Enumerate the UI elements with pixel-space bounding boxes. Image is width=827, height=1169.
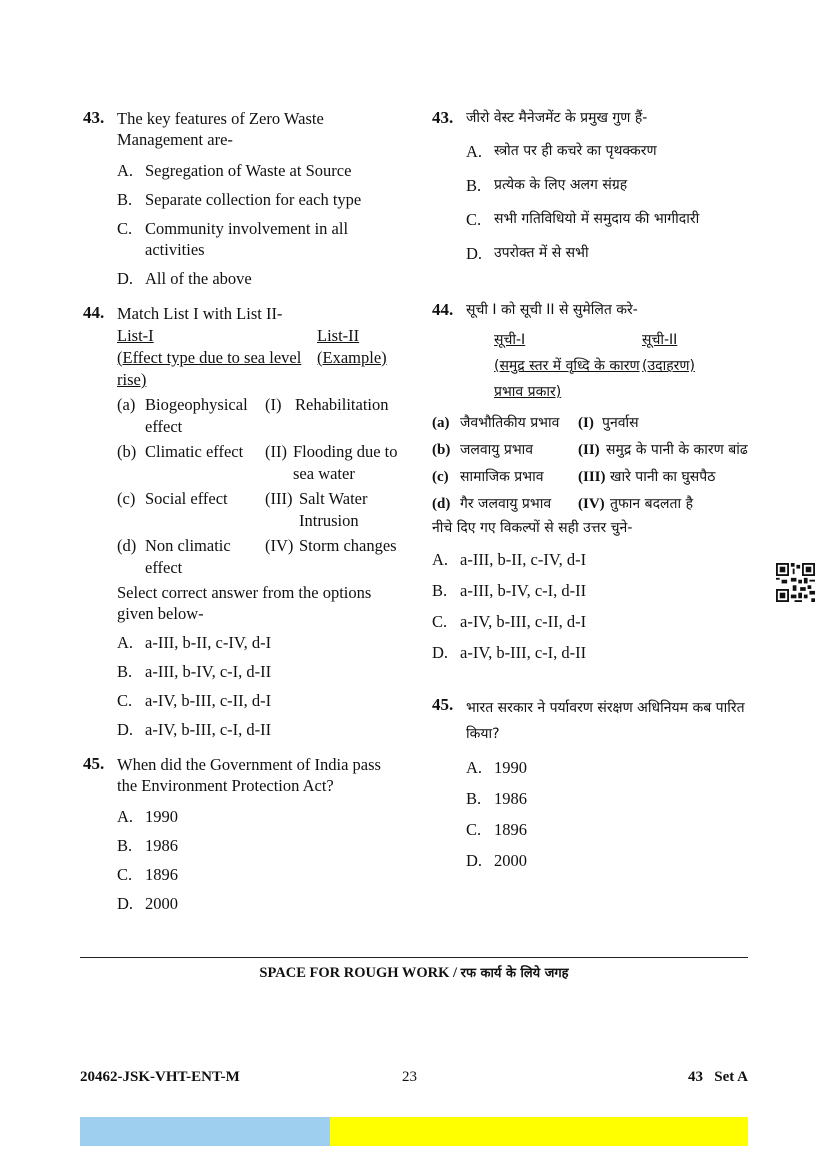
option: C. a-IV, b-III, c-II, d-I (432, 612, 587, 631)
match-row: (c) Social effect (III) Salt Water Intrusion (117, 489, 368, 530)
option: D. a-IV, b-III, c-I, d-II (117, 720, 272, 739)
question-text: When did the Government of India pass the Environment Protection Act? (117, 755, 381, 795)
qr-code-icon (776, 563, 815, 602)
paper-code: 20462-JSK-VHT-ENT-M (80, 1069, 240, 1085)
option: A. 1990 (466, 758, 527, 777)
option: A. Segregation of Waste at Source (117, 161, 352, 180)
question-text: Match List I with List II- (117, 304, 283, 323)
match-row: (c) सामाजिक प्रभाव (III) खारे पानी का घुसपैठ (432, 469, 716, 485)
match-table-header (117, 325, 403, 391)
list1-title: सूची-I (494, 332, 526, 348)
option: B. प्रत्येक के लिए अलग संग्रह (466, 176, 628, 195)
select-instruction: Select correct answer from the options given below- (117, 583, 372, 623)
match-table-header (466, 327, 762, 405)
list1-title: List-I (117, 326, 154, 345)
match-row: (a) जैवभौतिकीय प्रभाव (I) पुनर्वास (432, 415, 639, 431)
option: D. 2000 (117, 894, 178, 913)
option: C. 1896 (466, 820, 527, 839)
question-43 (83, 108, 403, 289)
match-row: (a) Biogeophysical effect (I) Rehabilitation (117, 395, 389, 436)
option: D. All of the above (117, 269, 252, 288)
list2-title: List-II (317, 326, 360, 345)
question-number: 44. (432, 300, 454, 319)
match-row: (d) Non climatic effect (IV) Storm changes (117, 536, 397, 577)
option: C. a-IV, b-III, c-II, d-I (117, 691, 272, 710)
option: B. Separate collection for each type (117, 190, 362, 209)
list1-subtitle: (समुद्र स्तर में वृध्दि के कारण प्रभाव प्रकार) (494, 358, 640, 400)
option: B. 1986 (466, 789, 527, 808)
option: A. a-III, b-II, c-IV, d-I (117, 633, 272, 652)
rough-work-label: SPACE FOR ROUGH WORK / रफ कार्य के लिये जगह (259, 965, 569, 981)
footer-color-bar-blue (80, 1117, 330, 1146)
question-text: भारत सरकार ने पर्यावरण संरक्षण अधिनियम कब पारित किया? (466, 700, 745, 742)
match-row: (b) Climatic effect (II) Flooding due to sea water (117, 442, 398, 483)
option: B. 1986 (117, 836, 178, 855)
english-column (83, 108, 403, 914)
question-number: 45. (432, 695, 454, 714)
list2-subtitle: (Example) (317, 348, 387, 367)
option: B. a-III, b-IV, c-I, d-II (432, 581, 587, 600)
option: C. सभी गतिविधियो में समुदाय की भागीदारी (466, 210, 700, 229)
page-footer (80, 1069, 748, 1091)
question-45 (83, 754, 403, 914)
question-text: जीरो वेस्ट मैनेजमेंट के प्रमुख गुण हैं- (466, 110, 648, 126)
question-text: सूची I को सूची II से सुमेलित करे- (466, 302, 638, 318)
question-number: 43. (83, 108, 105, 127)
list1-subtitle: (Effect type due to sea level rise) (117, 348, 302, 389)
option: D. 2000 (466, 851, 527, 870)
select-instruction: नीचे दिए गए विकल्पों से सही उत्तर चुने- (432, 520, 633, 536)
hindi-column (432, 108, 762, 873)
question-44-hindi (432, 300, 762, 665)
question-number: 45. (83, 754, 105, 773)
page-number: 23 (402, 1069, 417, 1085)
match-row: (d) गैर जलवायु प्रभाव (IV) तुफान बदलता है (432, 496, 694, 512)
question-number: 43. (432, 108, 454, 127)
list2-title: सूची-II (642, 332, 678, 348)
question-44 (83, 303, 403, 740)
match-row: (b) जलवायु प्रभाव (II) समुद्र के पानी के कारण बांढ (432, 442, 748, 458)
option: D. उपरोक्त में से सभी (466, 244, 589, 263)
option: A. 1990 (117, 807, 178, 826)
option: B. a-III, b-IV, c-I, d-II (117, 662, 272, 681)
question-text: The key features of Zero Waste Management are- (117, 109, 324, 149)
option: A. a-III, b-II, c-IV, d-I (432, 550, 587, 569)
option: C. Community involvement in all activities (117, 219, 349, 259)
set-label: 43 Set A (688, 1069, 748, 1085)
option: A. स्त्रोत पर ही कचरे का पृथक्करण (466, 142, 657, 161)
question-43-hindi (432, 108, 762, 264)
question-number: 44. (83, 303, 105, 322)
option: D. a-IV, b-III, c-I, d-II (432, 643, 587, 662)
question-45-hindi (432, 695, 762, 873)
list2-subtitle: (उदाहरण) (642, 358, 695, 374)
option: C. 1896 (117, 865, 178, 884)
rough-work-divider (80, 957, 748, 958)
footer-color-bar-yellow (330, 1117, 748, 1146)
